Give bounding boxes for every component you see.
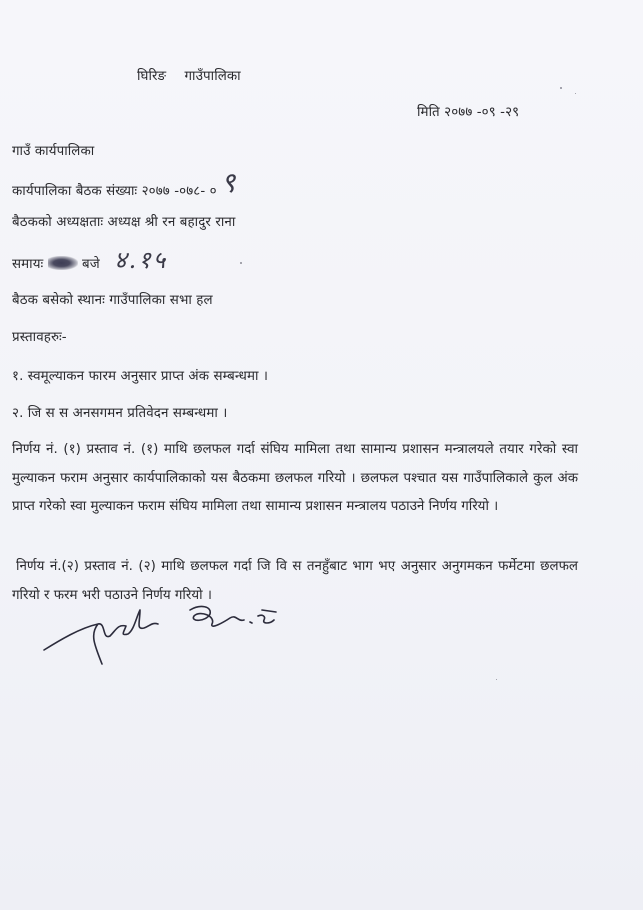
venue-line: बैठक बसेको स्थानः गाउँपालिका सभा हल <box>12 293 213 308</box>
meeting-number-label: कार्यपालिका बैठक संख्याः २०७७ -०७८- ० <box>12 184 217 199</box>
time-label: समायः <box>12 257 44 272</box>
time-suffix: बजे <box>82 257 100 272</box>
signatures <box>40 600 290 680</box>
proposals-heading: प्रस्तावहरुः- <box>12 330 67 345</box>
time-line <box>12 246 168 275</box>
proposal-item-1: १. स्वमूल्याकन फारम अनुसार प्राप्त अंक सम्बन्धमा । <box>12 369 269 384</box>
office-heading: घिरिङ गाउँपालिका <box>137 69 241 84</box>
decision-paragraph-1: निर्णय नं. (१) प्रस्ताव नं. (१) माथि छलफल गर्दा संघिय मामिला तथा सामान्य प्रशासन मन्त्रालयले तयार गरेको स्वा मुल्याकन फराम अनुसार कार्यपालिकाको यस बैठकमा छलफल गरियो । छलफल पश्चात यस गाउँपालिकाले कुल अंक प्राप्त गरेको स्वा मुल्याकन फराम संघिय मामिला तथा सामान्य प्रशासन मन्त्रालय पठाउने निर्णय गरियो । <box>12 442 578 514</box>
decision-paragraph-2: निर्णय नं.(२) प्रस्ताव नं. (२) माथि छलफल गर्दा जि वि स तनहुँबाट भाग भए अनुसार अनुगमकन फर्मेटमा छलफल गरियो र फरम भरी पठाउने निर्णय गरियो । <box>12 559 578 603</box>
time-handwritten: ४.१५ <box>114 246 168 274</box>
office-line: गाउँ कार्यपालिका <box>12 144 95 159</box>
date-line: मिति २०७७ -०९ -२९ <box>417 105 520 120</box>
chair-line: बैठकको अध्यक्षताः अध्यक्ष श्री रन बहादुर राना <box>12 215 236 230</box>
paper-speck <box>240 262 242 264</box>
paper-speck <box>560 87 562 89</box>
proposal-item-2: २. जि स स अनसगमन प्रतिवेदन सम्बन्धमा । <box>12 406 228 421</box>
paper-speck <box>496 679 497 680</box>
time-scribble <box>48 256 78 270</box>
meeting-number-line <box>12 166 238 202</box>
paper-speck <box>575 93 576 94</box>
meeting-number-handwritten: ९ <box>220 166 238 199</box>
